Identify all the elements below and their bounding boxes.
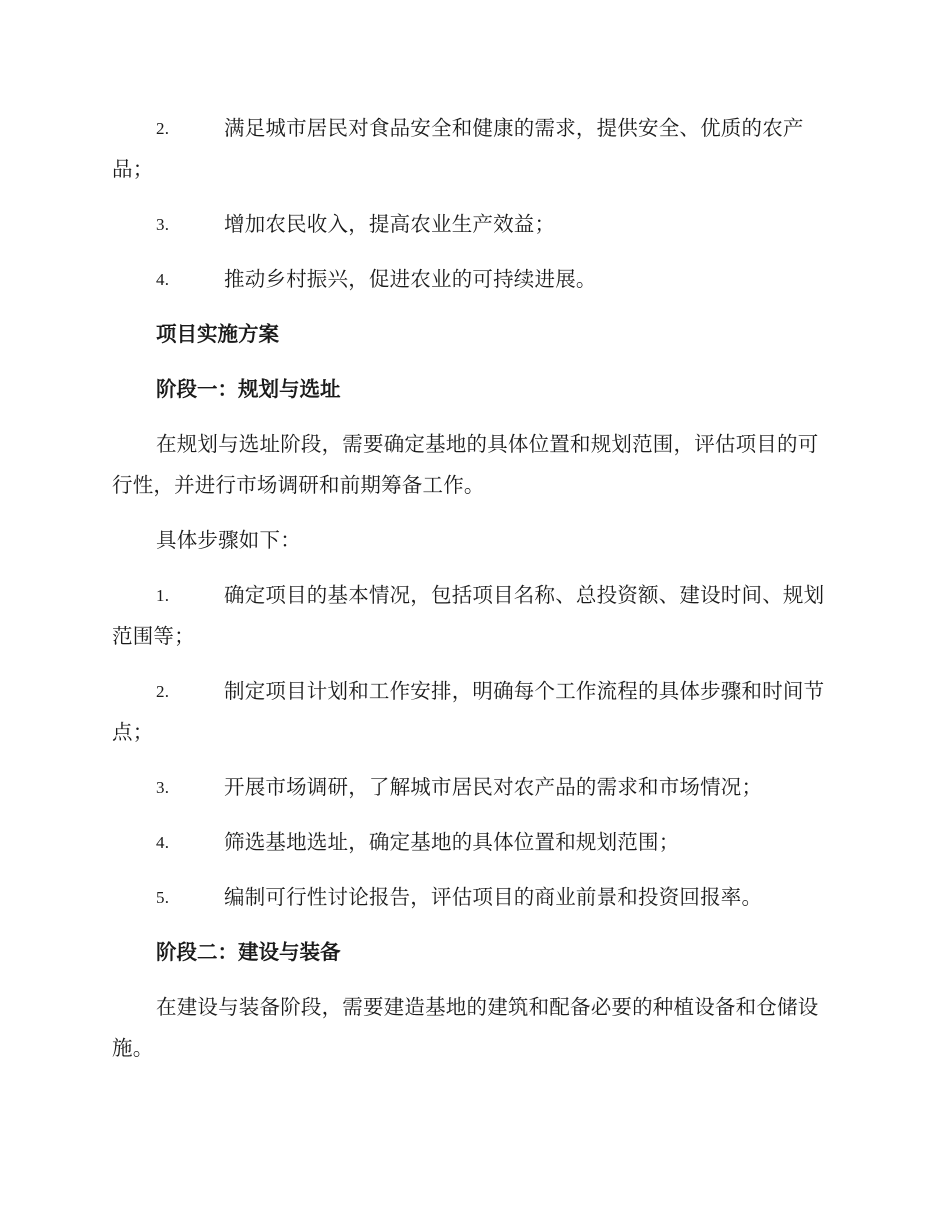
- list-text: 筛选基地选址，确定基地的具体位置和规划范围；: [224, 830, 680, 854]
- list-text: 制定项目计划和工作安排，明确每个工作流程的具体步骤和时间节点；: [112, 679, 825, 744]
- list-number: 3.: [156, 215, 170, 234]
- list-number: 5.: [156, 888, 170, 907]
- list-text: 确定项目的基本情况，包括项目名称、总投资额、建设时间、规划范围等；: [112, 583, 825, 648]
- list-item: [112, 671, 834, 753]
- list-item: [112, 575, 834, 657]
- stage1-steps-intro: 具体步骤如下：: [156, 528, 301, 552]
- list-text: 推动乡村振兴，促进农业的可持续进展。: [224, 267, 597, 291]
- list-number: 2.: [156, 119, 170, 138]
- section-title: 项目实施方案: [156, 322, 279, 346]
- list-item: [112, 767, 834, 808]
- list-number: 2.: [156, 682, 170, 701]
- list-text: 编制可行性讨论报告，评估项目的商业前景和投资回报率。: [224, 885, 763, 909]
- list-text: 开展市场调研，了解城市居民对农产品的需求和市场情况；: [224, 775, 763, 799]
- list-item: [112, 877, 834, 918]
- stage1-title: 阶段一：规划与选址: [156, 377, 341, 401]
- list-item: [112, 204, 834, 245]
- list-number: 4.: [156, 270, 170, 289]
- stage1-description: 在规划与选址阶段，需要确定基地的具体位置和规划范围，评估项目的可行性，并进行市场调研和前期筹备工作。: [112, 432, 819, 497]
- list-number: 3.: [156, 778, 170, 797]
- list-number: 1.: [156, 586, 170, 605]
- document-body: [112, 108, 834, 1083]
- list-text: 满足城市居民对食品安全和健康的需求，提供安全、优质的农产品；: [112, 116, 804, 181]
- list-number: 4.: [156, 833, 170, 852]
- list-item: [112, 108, 834, 190]
- stage2-title: 阶段二：建设与装备: [156, 940, 341, 964]
- list-text: 增加农民收入，提高农业生产效益；: [224, 212, 556, 236]
- list-item: [112, 259, 834, 300]
- list-item: [112, 822, 834, 863]
- stage2-description: 在建设与装备阶段，需要建造基地的建筑和配备必要的种植设备和仓储设施。: [112, 995, 819, 1060]
